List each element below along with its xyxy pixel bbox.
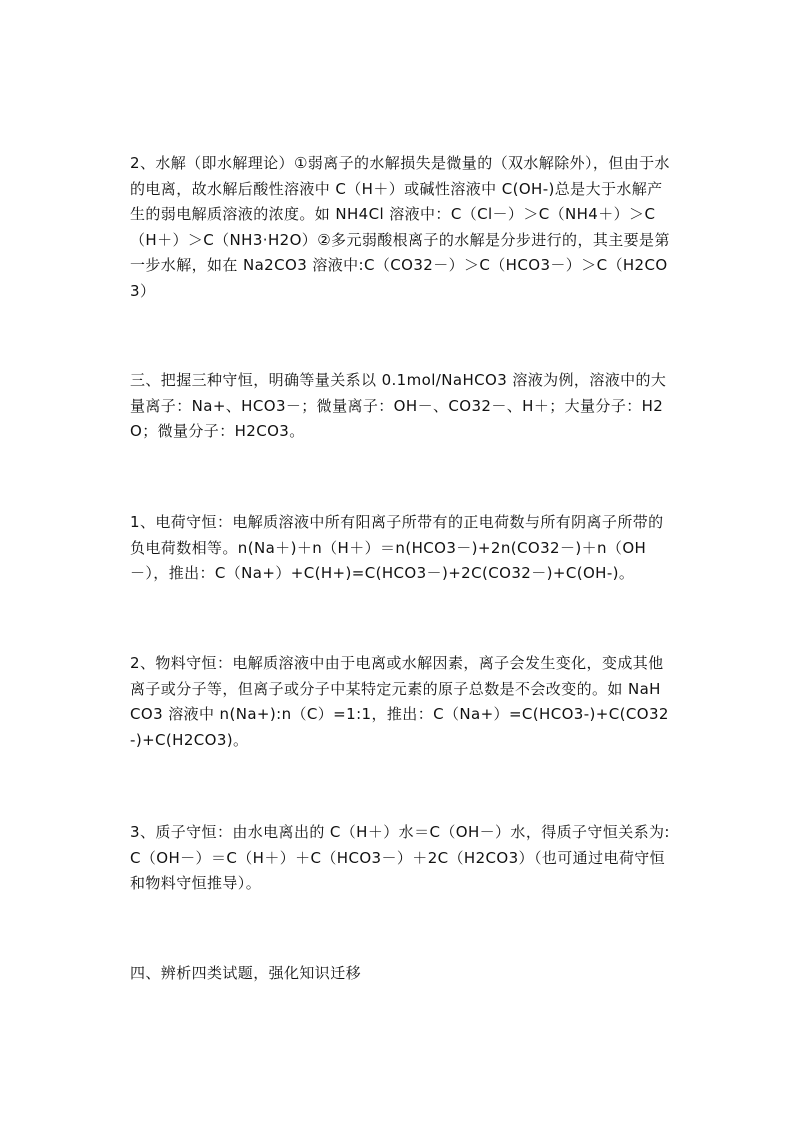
paragraph-material-conservation: 2、物料守恒：电解质溶液中由于电离或水解因素，离子会发生变化，变成其他离子或分子等，但离子或分子中某特定元素的原子总数是不会改变的。如 NaHCO3 溶液中 n(Na+):n（C）=1:1，推出：C（Na+）=C(HCO3-)+C(CO32-)+C(H2CO3)。 bbox=[130, 654, 669, 749]
section-heading-four: 四、辨析四类试题，强化知识迁移 bbox=[130, 964, 362, 982]
paragraph-three-conservations: 三、把握三种守恒，明确等量关系以 0.1mol/NaHCO3 溶液为例，溶液中的大量离子：Na+、HCO3－；微量离子：OH－、CO32－、H＋；大量分子：H2O；微量分子：H2CO3。 bbox=[130, 371, 667, 440]
paragraph-proton-conservation: 3、质子守恒：由水电离出的 C（H＋）水＝C（OH－）水，得质子守恒关系为:C（OH－）＝C（H＋）＋C（HCO3－）＋2C（H2CO3）（也可通过电荷守恒和物料守恒推导）。 bbox=[130, 823, 670, 892]
paragraph-charge-conservation: 1、电荷守恒：电解质溶液中所有阳离子所带有的正电荷数与所有阴离子所带的负电荷数相等。n(Na＋)＋n（H＋）＝n(HCO3－)+2n(CO32－)＋n（OH－），推出：C（Na+）+C(H+)=C(HCO3－)+2C(CO32－)+C(OH-)。 bbox=[130, 513, 664, 582]
paragraph-hydrolysis: 2、水解（即水解理论）①弱离子的水解损失是微量的（双水解除外），但由于水的电离，故水解后酸性溶液中 C（H＋）或碱性溶液中 C(OH-)总是大于水解产生的弱电解质溶液的浓度。如 NH4Cl 溶液中：C（Cl－）＞C（NH4＋）＞C（H＋）＞C（NH3·H2O）②多元弱酸根离子的水解是分步进行的，其主要是第一步水解，如在 Na2CO3 溶液中:C（CO32－）＞C（HCO3－）＞C（H2CO3） bbox=[130, 154, 670, 300]
